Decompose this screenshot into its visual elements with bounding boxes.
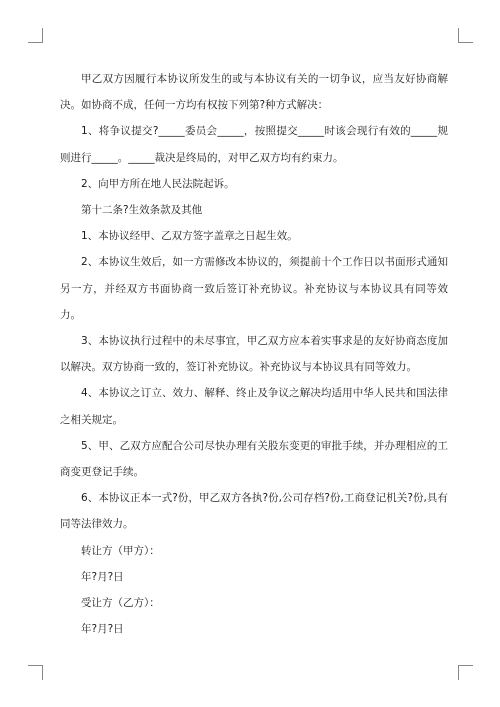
crop-mark-top-left: [28, 28, 43, 43]
crop-mark-bottom-left: [28, 665, 43, 680]
dispute-resolution-paragraph: 甲乙双方因履行本协议所发生的或与本协议有关的一切争议，应当友好协商解决。如协商不成，任何一方均有权按下列第?种方式解决：: [60, 73, 448, 112]
transferor-signature-label: 转让方（甲方）：: [81, 544, 160, 557]
transferor-date-line: 年?月?日: [81, 570, 124, 583]
amendment-clause: 2、本协议生效后，如一方需修改本协议的，须提前十个工作日以书面形式通知另一方，并经双方书面协商一致后签订补充协议。补充协议与本协议具有同等效力。: [60, 256, 448, 321]
registration-change-clause: 5、甲、乙双方应配合公司尽快办理有关股东变更的审批手续，并办理相应的工商变更登记手续。: [60, 439, 448, 479]
unresolved-matters-clause: 3、本协议执行过程中的未尽事宜，甲乙双方应本着实事求是的友好协商态度加以解决。双方协商一致的，签订补充协议。补充协议与本协议具有同等效力。: [60, 335, 448, 374]
governing-law-clause: 4、本协议之订立、效力、解释、终止及争议之解决均适用中华人民共和国法律之相关规定。: [60, 387, 448, 426]
transferee-signature-label: 受让方（乙方）：: [81, 597, 160, 610]
effective-clause: 1、本协议经甲、乙双方签字盖章之日起生效。: [81, 230, 298, 243]
crop-mark-bottom-right: [458, 665, 473, 680]
copies-clause: 6、本协议正本一式?份，甲乙双方各执?份,公司存档?份,工商登记机关?份,具有同等法律效力。: [60, 492, 448, 531]
crop-mark-top-right: [458, 28, 473, 43]
transferee-date-line: 年?月?日: [81, 623, 124, 636]
arbitration-clause: 1、将争议提交?_____委员会_____，按照提交_____时该会现行有效的_____规则进行_____。_____裁决是终局的，对甲乙双方均有约束力。: [60, 125, 448, 164]
article-twelve-heading: 第十二条?生效条款及其他: [81, 204, 203, 217]
document-page: [60, 66, 448, 642]
litigation-clause: 2、向甲方所在地人民法院起诉。: [81, 177, 235, 190]
